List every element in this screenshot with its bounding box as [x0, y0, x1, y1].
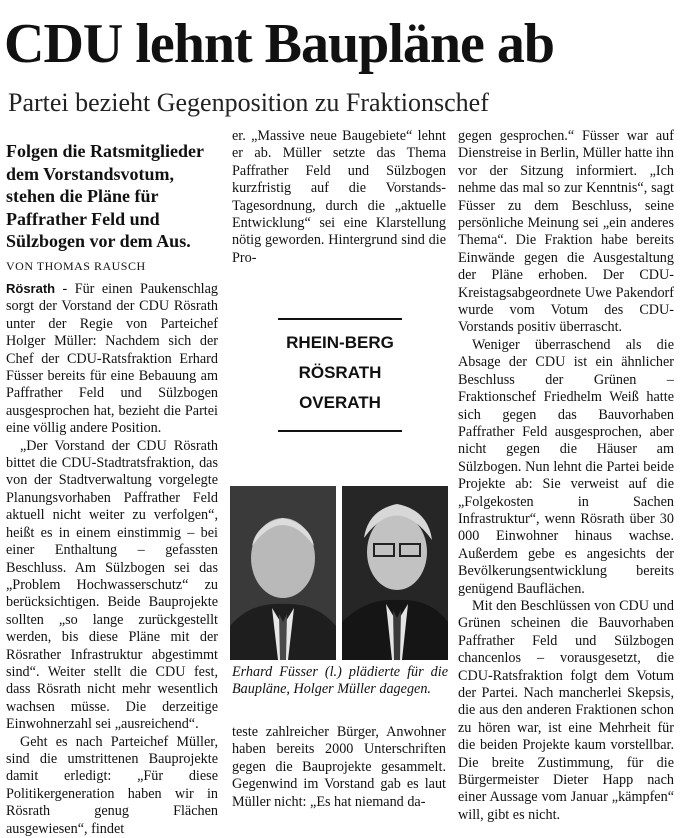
photo-holger-mueller	[342, 486, 448, 660]
paragraph-2: „Der Vorstand der CDU Rösrath bittet die CDU-Stadtratsfraktion, das von der Stadtverwaltung vorgelegte Planungsvorhaben Paffrather Feld aktuell nicht weiter zu verfolgen“, heißt es in einem einstimmig – bei einer Enthaltung – gefassten Beschluss. Am Sülzbogen sei das „Problem Hochwasserschutz“ zu berücksichtigen. Beide Bauprojekte sollten „so lange zurückgestellt werden, bis diese Pläne mit der Rösrather Infrastruktur abgestimmt sind“. Weiter stellt die CDU fest, dass Rösrath nicht mehr wesentlich wachsen müsse. Die derzeitige Einwohnerzahl sei „ausreichend“.	[6, 437, 218, 733]
paragraph-1: Rösrath - Für einen Paukenschlag sorgt der Vorstand der CDU Rösrath unter der Regie von Parteichef Holger Müller: Nachdem sich der Chef der CDU-Ratsfraktion Erhard Füsser bereits für eine Bebauung am Paffrather Feld und Sülzbogen ausgesprochen hat, bezieht die Partei eine völlig andere Position.	[6, 281, 218, 437]
portrait-icon	[230, 486, 336, 660]
column-2-top	[232, 128, 446, 268]
photo-caption: Erhard Füsser (l.) plädierte für die Baupläne, Holger Müller dagegen.	[232, 664, 448, 698]
paragraph-8: Mit den Beschlüssen von CDU und Grünen scheinen die Bauvorhaben Paffrather Feld und Sülzbogen chancenlos – vorausgesetzt, die CDU-Ratsfraktion folgt dem Votum der Partei. Nach mancherlei Skepsis, die aus den anderen Fraktionen schon zu hören war, ist eine Mehrheit für die beiden Projekte kaum vorstellbar. Die breite Zustimmung, für die Bürgermeister Dieter Happ nach einer Aussage vom Januar „kämpfen“ will, gibt es nicht.	[458, 597, 674, 823]
region-overath: OVERATH	[299, 393, 381, 412]
paragraph-7: Weniger überraschend als die Absage der CDU ist ein ähnlicher Beschluss der Grünen – Fraktionschef Friedhelm Weiß hatte sich gegen das Bauvorhaben Paffrather Feld ausgesprochen, aber nicht gegen die Häuser am Sülzbogen. Nun lehnt die Partei beide Projekte ab: Sie verweist auf die „Folgekosten in Sachen Infrastruktur“, wenn Rösrath über 30 000 Einwohner hinaus wachse. Außerdem gebe es angesichts der Bevölkerungsentwicklung bereits genügend Bauflächen.	[458, 336, 674, 597]
region-rhein-berg: RHEIN-BERG	[286, 333, 394, 352]
region-box	[278, 318, 402, 454]
headline: CDU lehnt Baupläne ab	[4, 13, 555, 75]
paragraph-5: teste zahlreicher Bürger, Anwohner haben bereits 2000 Unterschriften gegen die Bauprojekte gesammelt. Gegenwind im Vorstand gab es laut Müller nicht: „Es hat niemand da-	[232, 724, 446, 810]
column-3	[458, 128, 674, 828]
byline: VON THOMAS RAUSCH	[6, 259, 146, 273]
paragraph-4: er. „Massive neue Baugebiete“ lehnt er ab. Müller setzte das Thema Paffrather Feld und Sülzbogen kurzfristig auf die Vorstands-Tagesordnung, durch die „aktuelle Entwicklung“ sei eine Klarstellung nötig geworden. Hintergrund sind die Pro-	[232, 128, 446, 266]
column-2-bottom	[232, 724, 446, 828]
portrait-icon	[342, 486, 448, 660]
paragraph-6: gegen gesprochen.“ Füsser war auf Dienstreise in Berlin, Müller hatte ihn vor der Sitzung informiert. „Ich nehme das mal so zur Kenntnis“, sagt Füsser zu dem Beschluss, seine persönliche Meinung sei „ein anderes Thema“. Die Fraktion habe bereits Einwände gegen die Ausgestaltung der Pläne erhoben. Der CDU-Kreistagsabgeordnete Uwe Pakendorf wurde vom Votum des CDU-Vorstands positiv überrascht.	[458, 128, 674, 336]
subheadline: Partei bezieht Gegenposition zu Fraktionschef	[8, 88, 489, 117]
photo-erhard-fuesser	[230, 486, 336, 660]
box-bottom-rule	[278, 430, 402, 432]
dateline: Rösrath	[6, 281, 56, 296]
paragraph-3: Geht es nach Parteichef Müller, sind die umstrittenen Bauprojekte damit erledigt: „Für diese Politikergeneration haben wir in Rösrath genug Flächen ausgewiesen“, findet	[6, 733, 218, 837]
region-roesrath: RÖSRATH	[298, 363, 382, 382]
column-1	[6, 280, 218, 837]
lead-paragraph: Folgen die Ratsmitglieder dem Vorstandsvotum, stehen die Pläne für Paffrather Feld und Sülzbogen vor dem Aus.	[6, 141, 204, 252]
